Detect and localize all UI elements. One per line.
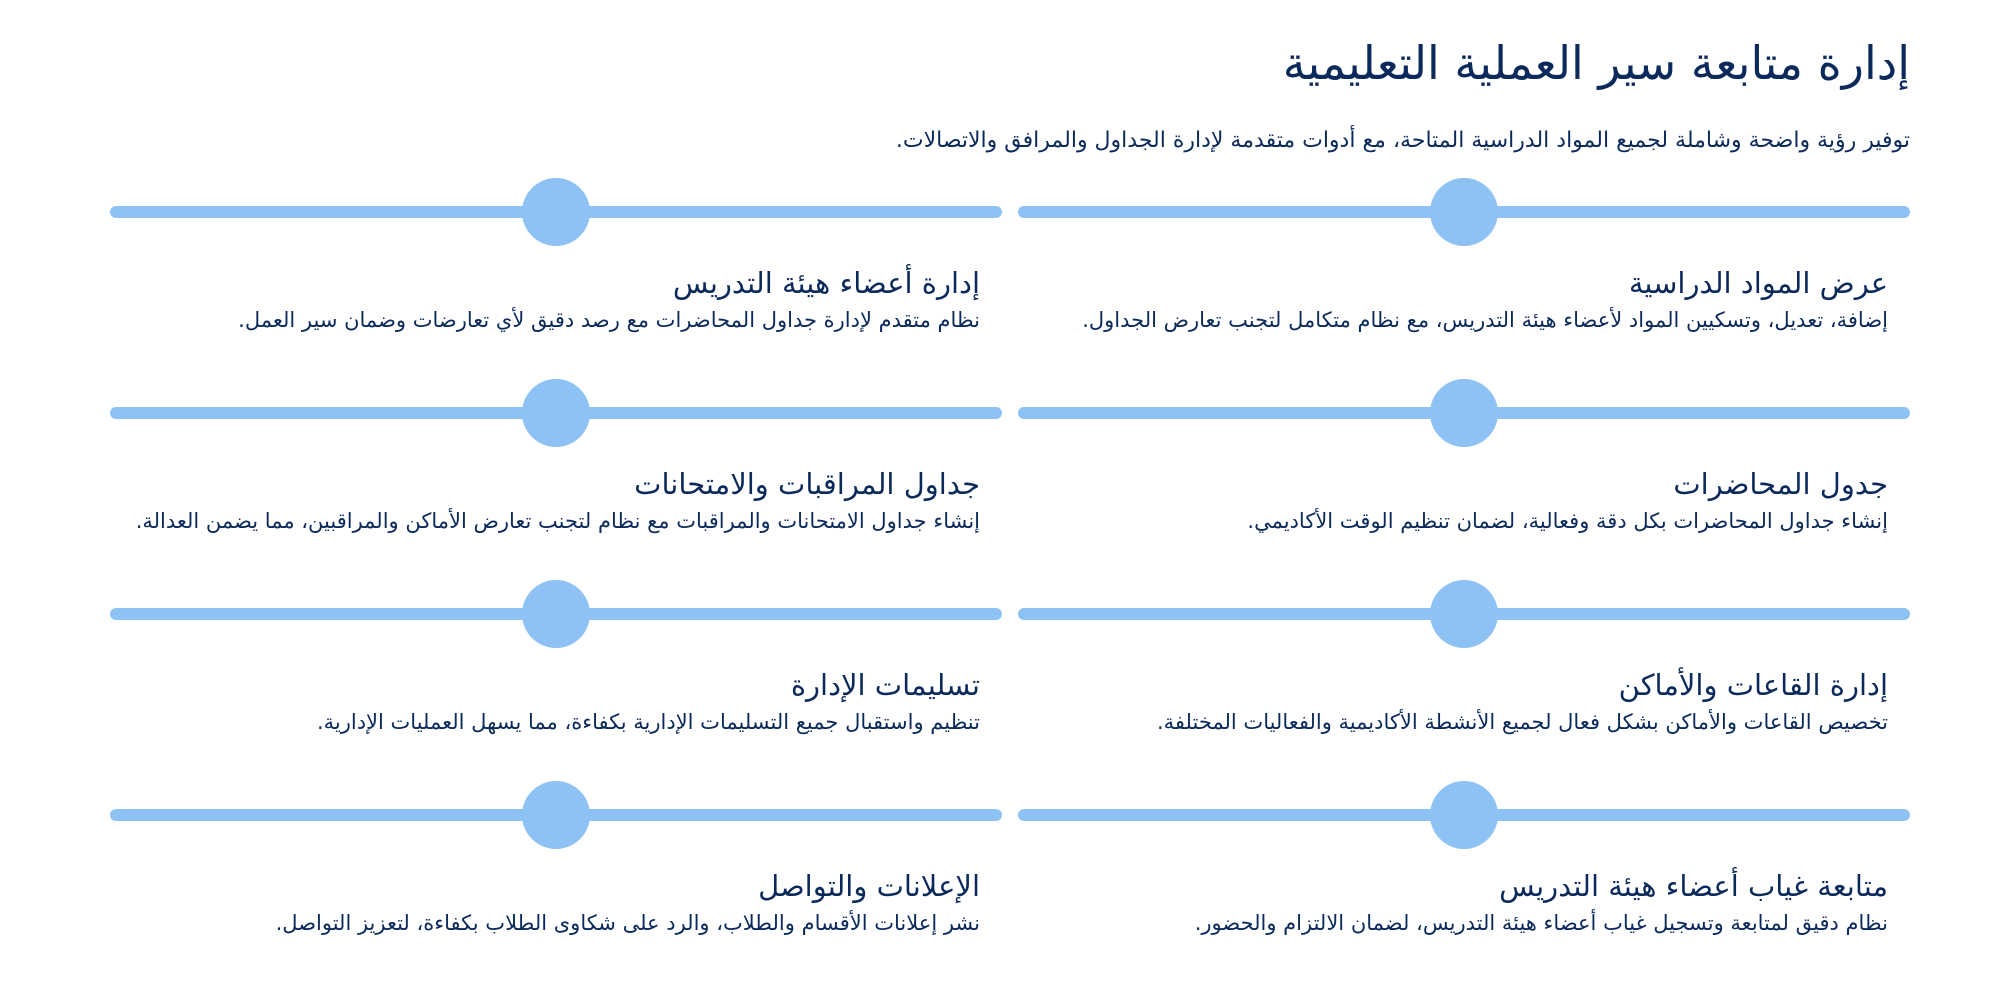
slider-knob[interactable] [522, 379, 590, 447]
feature-item-announcements [110, 773, 1002, 974]
feature-description: إضافة، تعديل، وتسكيين المواد لأعضاء هيئة التدريس، مع نظام متكامل لتجنب تعارض الجداول. [1082, 308, 1888, 332]
slider-knob[interactable] [1430, 580, 1498, 648]
feature-item-absence [1018, 773, 1910, 974]
page-subtitle: توفير رؤية واضحة وشاملة لجميع المواد الدراسية المتاحة، مع أدوات متقدمة لإدارة الجداول والمرافق والاتصالات. [895, 128, 1910, 153]
feature-title: تسليمات الإدارة [790, 668, 980, 702]
feature-item-faculty [110, 170, 1002, 371]
slider-knob[interactable] [522, 781, 590, 849]
feature-description: نشر إعلانات الأقسام والطلاب، والرد على شكاوى الطلاب بكفاءة، لتعزيز التواصل. [275, 911, 980, 935]
feature-title: إدارة أعضاء هيئة التدريس [672, 266, 980, 300]
feature-title: جدول المحاضرات [1673, 467, 1888, 501]
feature-title: جداول المراقبات والامتحانات [634, 467, 980, 501]
page-title: إدارة متابعة سير العملية التعليمية [1282, 36, 1910, 90]
slider-knob[interactable] [522, 580, 590, 648]
feature-item-submissions [110, 572, 1002, 773]
feature-description: إنشاء جداول الامتحانات والمراقبات مع نظام لتجنب تعارض الأماكن والمراقبين، مما يضمن العدالة. [135, 509, 980, 533]
feature-description: تنظيم واستقبال جميع التسليمات الإدارية بكفاءة، مما يسهل العمليات الإدارية. [316, 710, 980, 734]
feature-description: تخصيص القاعات والأماكن بشكل فعال لجميع الأنشطة الأكاديمية والفعاليات المختلفة. [1156, 710, 1888, 734]
feature-item-exams [110, 371, 1002, 572]
feature-description: إنشاء جداول المحاضرات بكل دقة وفعالية، لضمان تنظيم الوقت الأكاديمي. [1247, 509, 1888, 533]
feature-title: الإعلانات والتواصل [758, 869, 980, 903]
feature-item-rooms [1018, 572, 1910, 773]
feature-title: عرض المواد الدراسية [1628, 266, 1888, 300]
slider-knob[interactable] [522, 178, 590, 246]
feature-item-courses [1018, 170, 1910, 371]
feature-description: نظام دقيق لمتابعة وتسجيل غياب أعضاء هيئة التدريس، لضمان الالتزام والحضور. [1194, 911, 1888, 935]
feature-title: متابعة غياب أعضاء هيئة التدريس [1499, 869, 1888, 903]
feature-item-lectures [1018, 371, 1910, 572]
feature-description: نظام متقدم لإدارة جداول المحاضرات مع رصد دقيق لأي تعارضات وضمان سير العمل. [238, 308, 980, 332]
slider-knob[interactable] [1430, 379, 1498, 447]
features-grid [110, 170, 1910, 974]
slider-knob[interactable] [1430, 178, 1498, 246]
slider-knob[interactable] [1430, 781, 1498, 849]
feature-title: إدارة القاعات والأماكن [1618, 668, 1888, 702]
